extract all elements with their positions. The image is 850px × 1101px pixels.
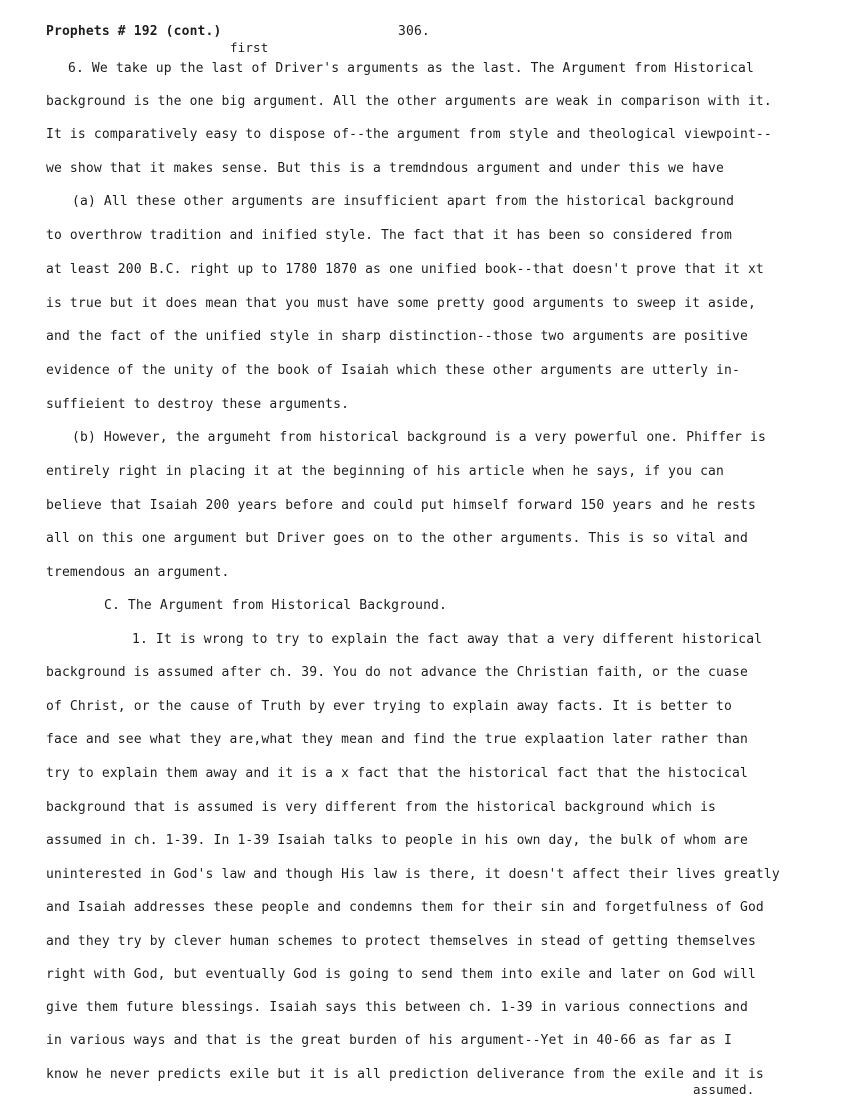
body-line-4: we show that it makes sense. But this is a tremdndous argument and under this we have bbox=[46, 161, 725, 176]
body-line-18: 1. It is wrong to try to explain the fact away that a very different historical bbox=[132, 632, 763, 647]
body-line-1: 6. We take up the last of Driver's arguments as the last. The Argument from Historical bbox=[68, 61, 754, 76]
footer-insertion-word: assumed. bbox=[693, 1082, 755, 1097]
body-line-28: right with God, but eventually God is going to send them into exile and later on God will bbox=[46, 967, 756, 982]
body-line-21: face and see what they are,what they mean and find the true explaation later rather than bbox=[46, 732, 748, 747]
body-line-30: in various ways and that is the great burden of his argument--Yet in 40-66 as far as I bbox=[46, 1033, 732, 1048]
body-line-13: entirely right in placing it at the beginning of his article when he says, if you can bbox=[46, 464, 725, 479]
body-line-3: It is comparatively easy to dispose of--the argument from style and theological viewpoint-- bbox=[46, 127, 772, 142]
body-line-20: of Christ, or the cause of Truth by ever trying to explain away facts. It is better to bbox=[46, 699, 732, 714]
body-line-29: give them future blessings. Isaiah says this between ch. 1-39 in various connections and bbox=[46, 1000, 748, 1015]
body-line-6: to overthrow tradition and inified style. The fact that it has been so considered from bbox=[46, 228, 732, 243]
body-line-16: tremendous an argument. bbox=[46, 565, 230, 580]
body-line-14: believe that Isaiah 200 years before and could put himself forward 150 years and he rests bbox=[46, 498, 756, 513]
body-line-19: background is assumed after ch. 39. You do not advance the Christian faith, or the cuase bbox=[46, 665, 748, 680]
body-line-11: suffieient to destroy these arguments. bbox=[46, 397, 350, 412]
insertion-word: first bbox=[230, 40, 269, 55]
body-line-10: evidence of the unity of the book of Isaiah which these other arguments are utterly in- bbox=[46, 363, 740, 378]
body-line-24: assumed in ch. 1-39. In 1-39 Isaiah talks to people in his own day, the bulk of whom are bbox=[46, 833, 748, 848]
body-line-12: (b) However, the argumeht from historical background is a very powerful one. Phiffer is bbox=[72, 430, 766, 445]
running-title: Prophets # 192 (cont.) bbox=[46, 24, 222, 39]
page-number: 306. bbox=[398, 24, 430, 39]
body-line-31: know he never predicts exile but it is all prediction deliverance from the exile and it is bbox=[46, 1067, 764, 1082]
body-line-2: background is the one big argument. All the other arguments are weak in comparison with it. bbox=[46, 94, 772, 109]
body-line-5: (a) All these other arguments are insufficient apart from the historical background bbox=[72, 194, 735, 209]
body-line-9: and the fact of the unified style in sharp distinction--those two arguments are positive bbox=[46, 329, 748, 344]
body-line-15: all on this one argument but Driver goes on to the other arguments. This is so vital and bbox=[46, 531, 748, 546]
body-line-22: try to explain them away and it is a x fact that the historical fact that the histocical bbox=[46, 766, 748, 781]
body-line-7: at least 200 B.C. right up to 1780 1870 as one unified book--that doesn't prove that it xt bbox=[46, 262, 764, 277]
body-line-26: and Isaiah addresses these people and condemns them for their sin and forgetfulness of God bbox=[46, 900, 764, 915]
body-line-23: background that is assumed is very different from the historical background which is bbox=[46, 800, 717, 815]
body-line-27: and they try by clever human schemes to protect themselves in stead of getting themselves bbox=[46, 934, 756, 949]
section-heading: C. The Argument from Historical Background. bbox=[104, 598, 447, 613]
body-line-25: uninterested in God's law and though His law is there, it doesn't affect their lives greatly bbox=[46, 867, 780, 882]
body-line-8: is true but it does mean that you must have some pretty good arguments to sweep it aside, bbox=[46, 296, 756, 311]
